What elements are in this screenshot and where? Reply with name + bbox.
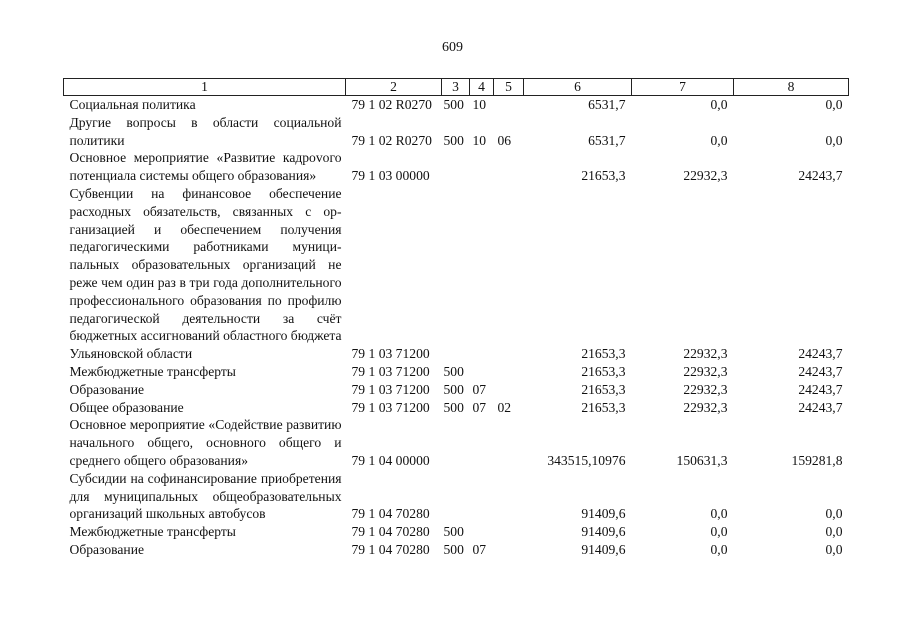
row-vr: 500 [443,381,464,397]
row-value-1: 6531,7 [588,97,626,112]
row-value-3: 24243,7 [798,346,843,362]
row-rz [470,185,494,363]
row-value-2: 150631,3 [676,452,728,468]
row-name: Субвенции на финансовое обеспечение расходных обязательств, связанных с организацией и обеспечением получения педагогическими работниками муниципальных образовательных организаций не реже чем один раз в три года дополнительного профессионального образования по профилю педагогической деятельности за счёт бюджетных ассигнований областного бюджета Ульяновской области [69,185,342,362]
table-row [64,96,849,114]
header-col-6: 6 [524,79,632,96]
header-row [64,79,849,96]
row-value-1: 21653,3 [581,346,626,362]
row-vr: 500 [443,399,464,415]
row-pr: 02 [497,399,512,415]
row-value-1: 91409,6 [581,541,626,557]
row-code: 79 1 03 71200 [351,399,430,415]
row-rz [470,523,494,541]
header-col-8: 8 [734,79,849,96]
row-vr: 500 [443,524,464,540]
row-pr [494,470,524,523]
table-row [64,185,849,363]
budget-table [63,78,849,559]
row-rz: 07 [472,381,487,397]
row-code: 79 1 03 00000 [351,168,430,184]
row-rz [470,149,494,185]
row-value-1: 6531,7 [588,132,626,148]
row-code: 79 1 04 00000 [351,452,430,468]
row-value-3: 24243,7 [798,363,843,379]
row-pr [494,96,524,114]
row-pr [494,185,524,363]
row-rz: 10 [472,132,487,148]
table-row [64,149,849,185]
row-name: Основное мероприятие «Развитие кадроvого потенциала системы общего образования» [69,150,342,184]
table-body [64,96,849,559]
row-value-3: 24243,7 [798,168,843,184]
row-value-1: 343515,10976 [547,452,626,468]
row-rz: 07 [472,541,487,557]
header-col-1: 1 [64,79,346,96]
row-code: 79 1 03 71200 [351,381,430,397]
row-value-1: 21653,3 [581,381,626,397]
row-name: Основное мероприятие «Содействие развитию начального общего, основного общего и среднего общего образования» [69,417,342,468]
row-rz [470,416,494,469]
row-vr [442,185,470,363]
row-pr [494,541,524,559]
table-row [64,416,849,469]
table-row [64,541,849,559]
row-pr [494,523,524,541]
row-value-2: 0,0 [710,97,728,112]
row-rz [470,470,494,523]
row-vr: 500 [443,132,464,148]
header-col-4: 4 [470,79,494,96]
row-vr: 500 [443,541,464,557]
row-pr [494,363,524,381]
row-name: Межбюджетные трансферты [69,363,236,379]
row-value-2: 22932,3 [683,399,728,415]
row-value-3: 24243,7 [798,399,843,415]
row-value-1: 21653,3 [581,399,626,415]
row-value-3: 0,0 [825,524,843,540]
page-number: 609 [442,40,463,55]
row-code: 79 1 03 71200 [351,363,430,379]
row-value-3: 0,0 [825,541,843,557]
row-name: Социальная политика [69,97,196,112]
row-value-3: 0,0 [825,97,843,112]
row-value-2: 22932,3 [683,346,728,362]
row-value-3: 0,0 [825,506,843,522]
row-rz: 10 [472,97,487,112]
row-value-1: 91409,6 [581,506,626,522]
row-rz: 07 [472,399,487,415]
row-vr [442,470,470,523]
row-vr: 500 [443,97,464,112]
row-pr: 06 [497,132,512,148]
row-value-1: 91409,6 [581,524,626,540]
row-value-2: 0,0 [710,132,728,148]
row-value-2: 0,0 [710,541,728,557]
row-rz [470,363,494,381]
header-col-3: 3 [442,79,470,96]
row-value-2: 22932,3 [683,168,728,184]
row-value-1: 21653,3 [581,168,626,184]
table-row [64,399,849,417]
row-vr [442,149,470,185]
table-row [64,470,849,523]
table-row [64,381,849,399]
row-name: Межбюджетные трансферты [69,524,236,540]
row-value-2: 0,0 [710,506,728,522]
row-pr [494,149,524,185]
row-value-2: 22932,3 [683,381,728,397]
row-vr [442,416,470,469]
row-code: 79 1 04 70280 [351,524,430,540]
row-vr: 500 [443,363,464,379]
row-name: Образование [69,541,145,557]
row-code: 79 1 02 R0270 [351,97,432,112]
table-row [64,523,849,541]
row-name: Субсидии на софинансирование приобретения для муниципальных общеобразовательных организаций школьных автобусов [69,470,342,522]
row-value-2: 0,0 [710,524,728,540]
row-pr [494,381,524,399]
row-value-3: 24243,7 [798,381,843,397]
row-name: Общее образование [69,399,184,415]
row-value-2: 22932,3 [683,363,728,379]
table-row [64,114,849,150]
row-value-3: 0,0 [825,132,843,148]
row-value-1: 21653,3 [581,363,626,379]
row-code: 79 1 04 70280 [351,541,430,557]
row-name: Образование [69,381,145,397]
header-col-2: 2 [346,79,442,96]
row-value-3: 159281,8 [791,452,843,468]
header-col-5: 5 [494,79,524,96]
row-code: 79 1 04 70280 [351,506,430,522]
row-pr [494,416,524,469]
header-col-7: 7 [632,79,734,96]
row-code: 79 1 03 71200 [351,346,430,362]
table-header [64,79,849,96]
row-code: 79 1 02 R0270 [351,132,432,148]
row-name: Другие вопросы в области социальной политики [69,114,342,148]
table-row [64,363,849,381]
